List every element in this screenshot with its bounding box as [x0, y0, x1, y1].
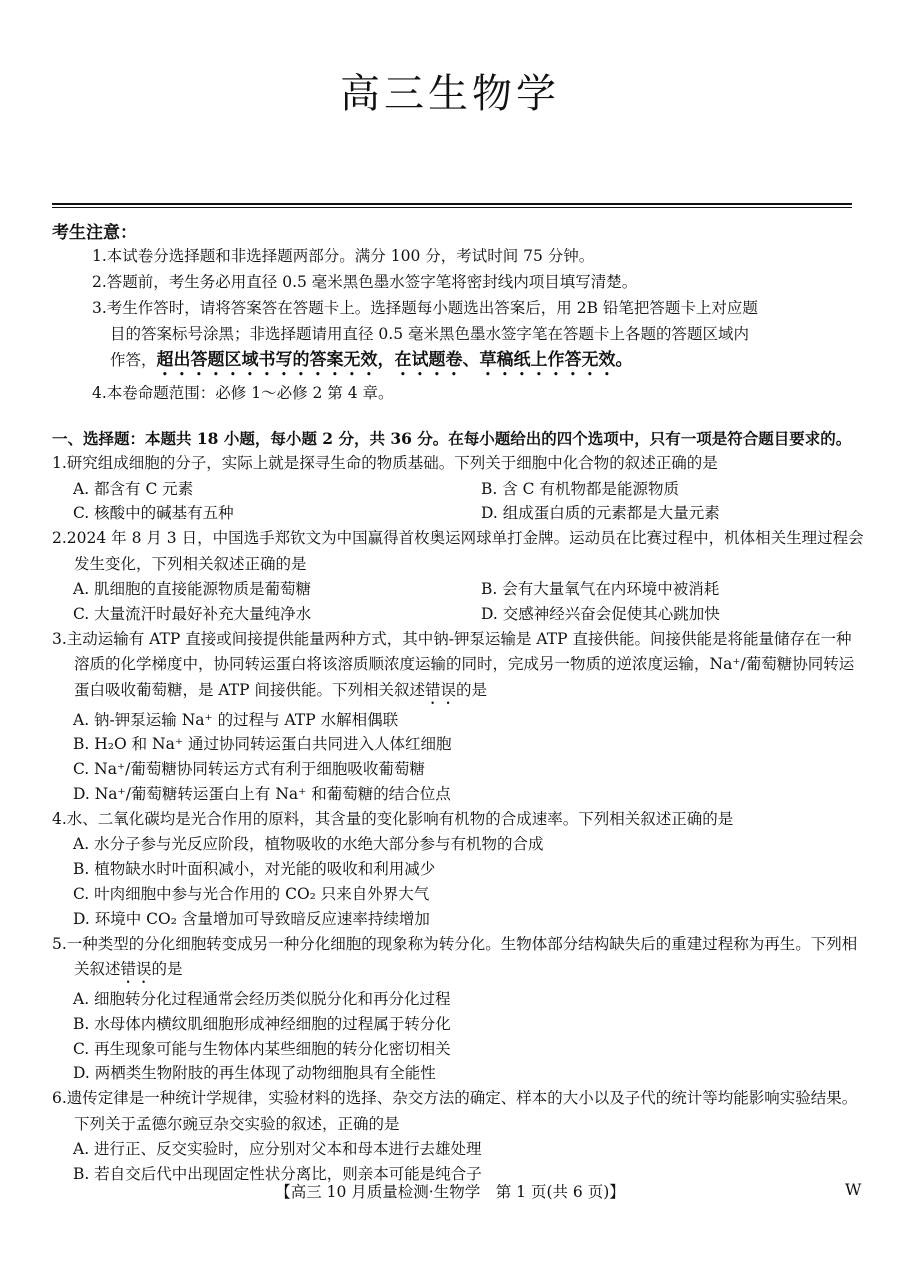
notice-item-3-prefix: 作答， — [110, 351, 157, 369]
notice-warning: 超出答题区域书写的答案无效，在试题卷、草稿纸上作答无效。 — [156, 350, 633, 370]
option-d: D. 两栖类生物附肢的再生体现了动物细胞具有全能性 — [73, 1064, 436, 1083]
question-stem — [52, 932, 864, 988]
question-6 — [52, 1086, 864, 1187]
question-5 — [52, 932, 864, 1087]
question-stem-text: 3.主动运输有 ATP 直接或间接提供能量两种方式，其中钠-钾泵运输是 ATP 直接供能。间接供能是将能量储存在一种溶质的化学梯度中，协同转运蛋白将该溶质顺浓度运输的同时，完成另一物质的逆浓度运输，Na⁺/葡萄糖协同转运蛋白吸收葡萄糖，是 ATP 间接供能。下列相关叙述 — [52, 629, 855, 699]
option-c: C. 核酸中的碱基有五种 — [73, 504, 234, 523]
question-stem: 2.2024 年 8 月 3 日，中国选手郑钦文为中国赢得首枚奥运网球单打金牌。运动员在比赛过程中，机体相关生理过程会发生变化，下列相关叙述正确的是 — [52, 529, 864, 573]
option-group — [52, 832, 864, 931]
question-3 — [52, 627, 864, 807]
option-a: A. 水分子参与光反应阶段，植物吸收的水绝大部分参与有机物的合成 — [73, 835, 544, 854]
page-title: 高三生物学 — [340, 71, 560, 117]
option-c: C. 再生现象可能与生物体内某些细胞的转分化密切相关 — [73, 1039, 451, 1058]
option-a: A. 都含有 C 元素 — [73, 479, 194, 498]
page-footer: 【高三 10 月质量检测·生物学 第 1 页(共 6 页)】 — [275, 1183, 625, 1201]
notice-item-3-line1: 3.考生作答时，请将答案答在答题卡上。选择题每小题选出答案后，用 2B 铅笔把答题卡上对应题 — [92, 299, 758, 317]
notice-item-3-line3 — [92, 347, 862, 380]
option-a: A. 钠-钾泵运输 Na⁺ 的过程与 ATP 水解相偶联 — [73, 710, 399, 729]
option-d: D. 交感神经兴奋会促使其心跳加快 — [481, 604, 720, 623]
option-b: B. 若自交后代中出现固定性状分离比，则亲本可能是纯合子 — [73, 1165, 482, 1184]
option-b: B. H₂O 和 Na⁺ 通过协同转运蛋白共同进入人体红细胞 — [73, 735, 452, 754]
notice-heading: 考生注意： — [52, 223, 137, 243]
option-b: B. 含 C 有机物都是能源物质 — [481, 479, 679, 498]
question-stem: 1.研究组成细胞的分子，实际上就是探寻生命的物质基础。下列关于细胞中化合物的叙述正确的是 — [52, 454, 718, 472]
notice-item-4: 4.本卷命题范围：必修 1～必修 2 第 4 章。 — [92, 384, 394, 402]
option-group — [52, 477, 864, 527]
question-4 — [52, 807, 864, 932]
option-group — [52, 577, 864, 627]
paper-code: W — [845, 1180, 862, 1199]
option-b: B. 植物缺水时叶面积减小，对光能的吸收和利用减少 — [73, 860, 436, 879]
question-1 — [52, 451, 864, 526]
notice-item-3 — [92, 295, 862, 380]
option-a: A. 细胞转分化过程通常会经历类似脱分化和再分化过程 — [73, 990, 451, 1009]
question-stem: 6.遗传定律是一种统计学规律，实验材料的选择、杂交方法的确定、样本的大小以及子代的统计等均能影响实验结果。下列关于孟德尔豌豆杂交实验的叙述，正确的是 — [52, 1089, 858, 1133]
option-a: A. 肌细胞的直接能源物质是葡萄糖 — [73, 580, 312, 599]
emphasis-mark: 错误 — [424, 680, 456, 699]
question-stem — [52, 627, 864, 708]
option-a: A. 进行正、反交实验时，应分别对父本和母本进行去雄处理 — [73, 1140, 482, 1159]
question-stem-end: 的是 — [456, 680, 488, 699]
option-d: D. 组成蛋白质的元素都是大量元素 — [481, 504, 720, 523]
question-2 — [52, 526, 864, 627]
notice-item-3-line2: 目的答案标号涂黑；非选择题请用直径 0.5 毫米黑色墨水签字笔在答题卡上各题的答题区域内 — [110, 325, 750, 343]
notice-item-1: 1.本试卷分选择题和非选择题两部分。满分 100 分，考试时间 75 分钟。 — [92, 247, 595, 265]
emphasis-mark: 错误 — [120, 960, 152, 979]
option-d: D. Na⁺/葡萄糖转运蛋白上有 Na⁺ 和葡萄糖的结合位点 — [73, 785, 451, 804]
option-c: C. 大量流汗时最好补充大量纯净水 — [73, 604, 312, 623]
option-group — [52, 987, 864, 1086]
option-c: C. 叶肉细胞中参与光合作用的 CO₂ 只来自外界大气 — [73, 884, 430, 903]
title-divider-thin — [52, 207, 852, 208]
option-d: D. 环境中 CO₂ 含量增加可导致暗反应速率持续增加 — [73, 909, 430, 928]
question-stem-text: 5.一种类型的分化细胞转变成另一种分化细胞的现象称为转分化。生物体部分结构缺失后的重建过程称为再生。下列相关叙述 — [52, 934, 858, 979]
question-stem: 4.水、二氧化碳均是光合作用的原料，其含量的变化影响有机物的合成速率。下列相关叙述正确的是 — [52, 809, 734, 828]
notice-item-2: 2.答题前，考生务必用直径 0.5 毫米黑色墨水签字笔将密封线内项目填写清楚。 — [92, 273, 638, 291]
title-divider — [52, 203, 852, 205]
notice-list — [92, 243, 862, 406]
option-b: B. 水母体内横纹肌细胞形成神经细胞的过程属于转分化 — [73, 1014, 451, 1033]
option-b: B. 会有大量氧气在内环境中被消耗 — [481, 580, 720, 599]
option-group — [52, 708, 864, 807]
question-list — [52, 451, 864, 1187]
section-heading: 一、选择题：本题共 18 小题，每小题 2 分，共 36 分。在每小题给出的四个选项中，只有一项是符合题目要求的。 — [52, 429, 852, 448]
option-c: C. Na⁺/葡萄糖协同转运方式有利于细胞吸收葡萄糖 — [73, 760, 425, 779]
question-stem-end: 的是 — [151, 960, 183, 979]
